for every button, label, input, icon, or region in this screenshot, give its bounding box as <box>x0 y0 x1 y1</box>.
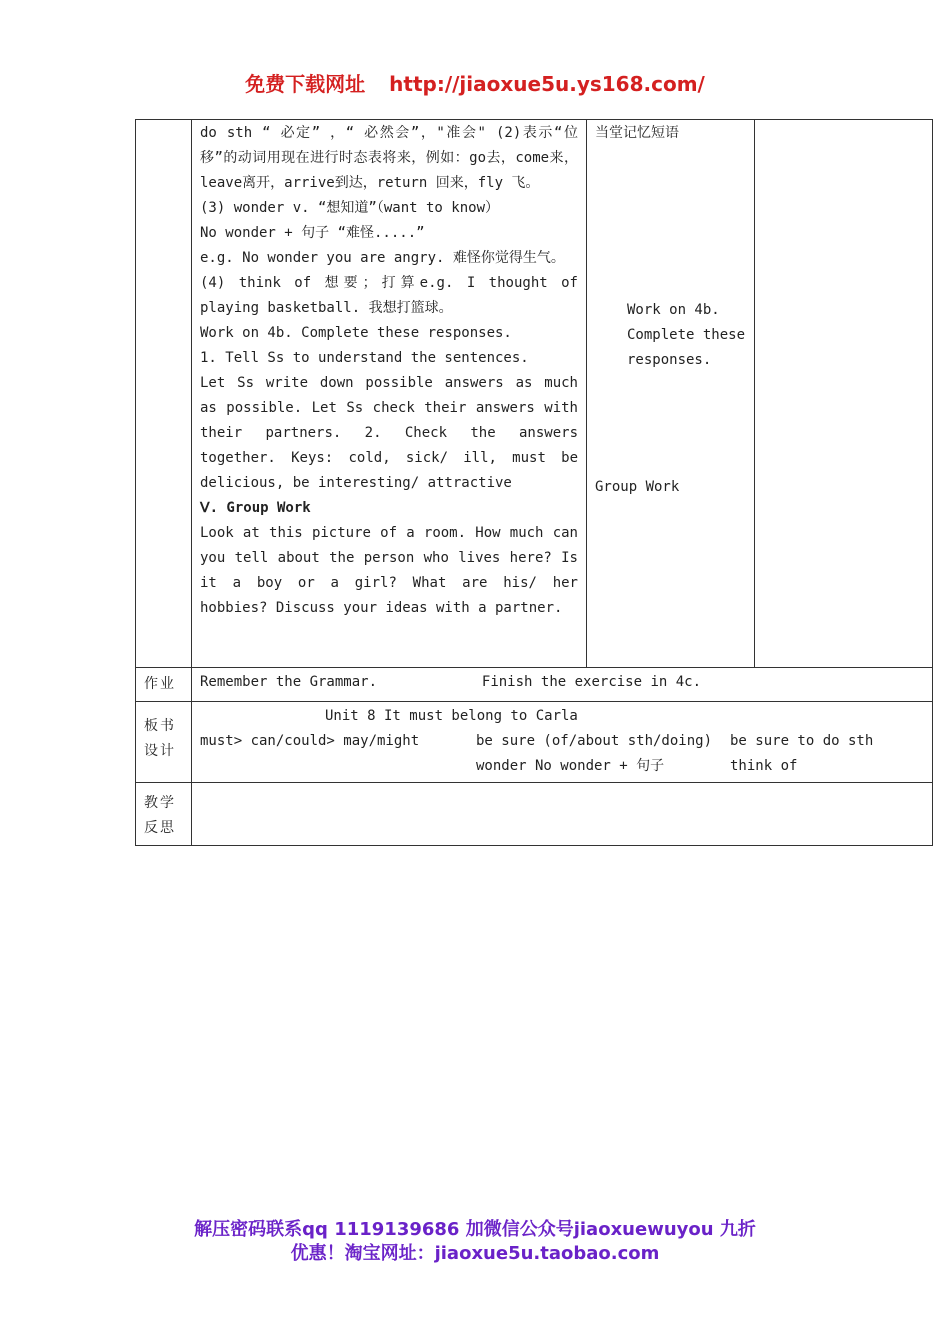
board-row <box>136 702 933 783</box>
board-be-sure-to: be sure to do sth <box>730 733 874 749</box>
footer-line-2: 优惠！淘宝网址：jiaoxue5u.taobao.com <box>290 1243 660 1264</box>
homework-text-1: Remember the Grammar. <box>200 674 378 690</box>
header-label: 免费下载网址 <box>245 72 366 96</box>
content-row <box>136 120 933 668</box>
lesson-table <box>135 119 933 846</box>
header-url-link[interactable]: http://jiaoxue5u.ys168.com/ <box>389 72 705 96</box>
section-title: Ⅴ. Group Work <box>200 500 311 516</box>
paragraph: No wonder + 句子 “难怪.....” <box>200 225 425 241</box>
reflection-label: 教学反思 <box>136 783 192 846</box>
content-label-cell <box>136 120 192 668</box>
board-be-sure-of: be sure (of/about sth/doing) <box>476 733 713 749</box>
content-main-cell <box>192 120 587 668</box>
paragraph: 1. Tell Ss to understand the sentences. <box>200 350 529 366</box>
homework-row <box>136 668 933 702</box>
paragraph: (3) wonder v. “想知道”（want to know） <box>200 200 500 216</box>
board-modals: must> can/could> may/might <box>200 733 420 749</box>
paragraph: e.g. No wonder you are angry. 难怪你觉得生气。 <box>200 250 565 266</box>
paragraph: (4) think of 想要；打算e.g. I thought of playing basketball. 我想打篮球。 <box>200 275 578 316</box>
reflection-content <box>192 783 933 846</box>
reflection-row <box>136 783 933 846</box>
board-content <box>192 702 933 783</box>
paragraph: Let Ss write down possible answers as much as possible. Let Ss check their answers with their partners. 2. Check the answers together. Keys: cold, sick/ ill, must be delicious, be interesting/ attractive <box>200 375 578 491</box>
section-body: Look at this picture of a room. How much can you tell about the person who lives here? Is it a boy or a girl? What are his/ her hobbies? Discuss your ideas with a partner. <box>200 525 578 616</box>
footer-line-1: 解压密码联系qq 1119139686 加微信公众号jiaoxuewuyou 九折 <box>194 1219 756 1240</box>
homework-label: 作业 <box>136 668 192 702</box>
homework-text-2: Finish the exercise in 4c. <box>481 674 702 690</box>
page-header <box>0 68 950 97</box>
note-work-4b: Work on 4b. Complete these responses. <box>627 302 746 368</box>
paragraph: Work on 4b. Complete these responses. <box>200 325 512 341</box>
note-memorize: 当堂记忆短语 <box>595 125 679 141</box>
note-group-work: Group Work <box>595 479 680 495</box>
paragraph: do sth “ 必定” ，“ 必然会”，"准会" (2)表示“位移”的动词用现在进行时态表将来，例如：go去，come来，leave离开，arrive到达，return 回来，fly 飞。 <box>200 125 578 191</box>
content-notes-cell <box>587 120 755 668</box>
homework-content <box>192 668 933 702</box>
page-footer <box>0 1218 950 1266</box>
content-empty-cell <box>755 120 933 668</box>
board-wonder: wonder No wonder + 句子 <box>476 758 665 774</box>
board-label: 板书设计 <box>136 702 192 783</box>
board-think-of: think of <box>730 758 798 774</box>
board-title: Unit 8 It must belong to Carla <box>325 708 578 724</box>
